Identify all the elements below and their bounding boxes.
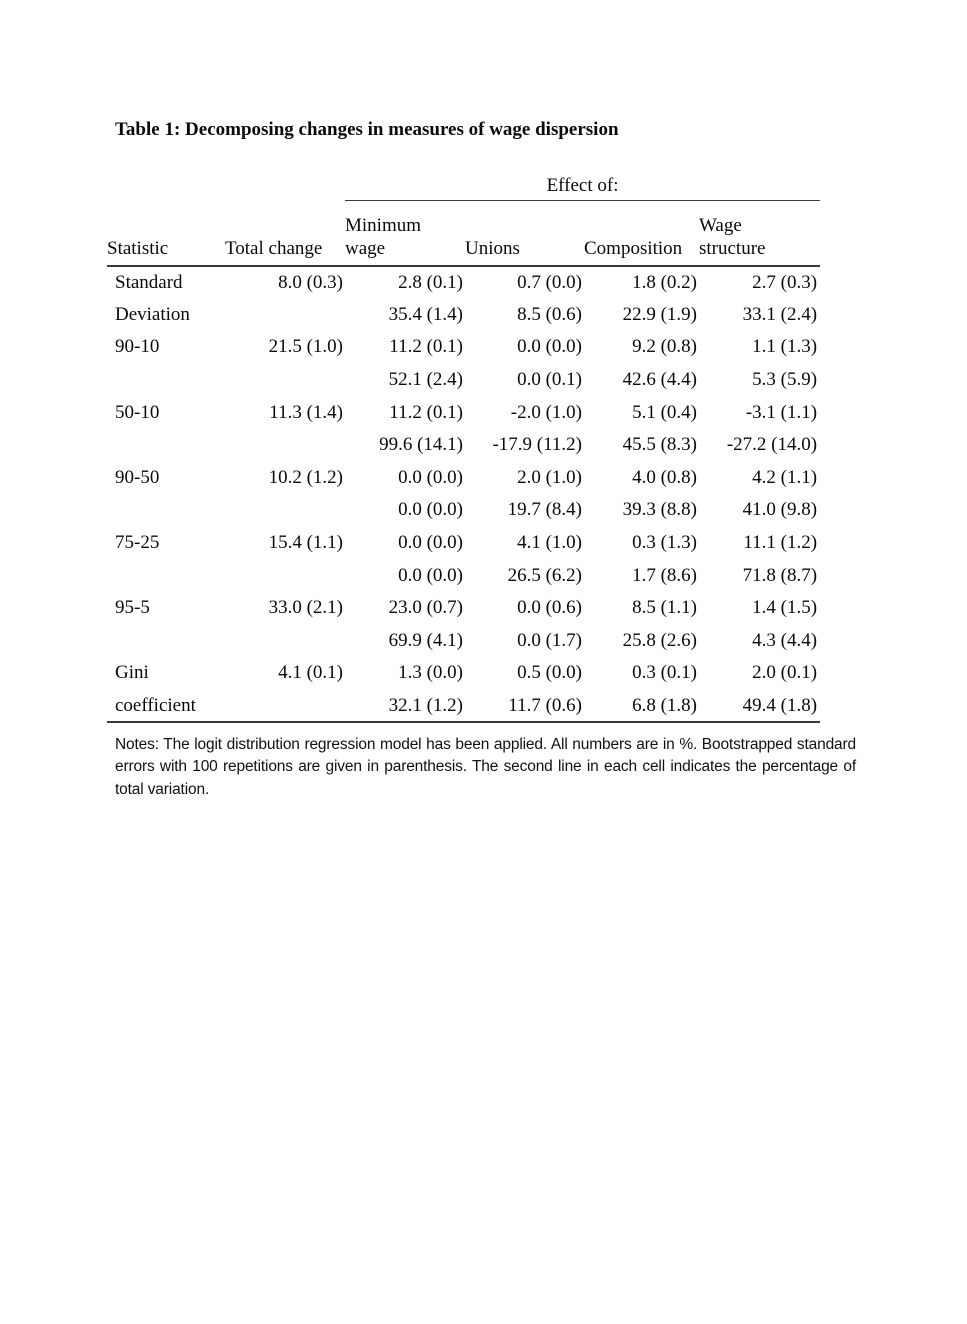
cell-effect-share: -27.2 (14.0)	[726, 434, 818, 456]
cell-effect-share: 33.1 (2.4)	[742, 303, 818, 325]
table-row	[107, 592, 820, 625]
cell-effect-share: 8.5 (0.6)	[517, 303, 582, 325]
cell-effect-level: -3.1 (1.1)	[745, 401, 818, 423]
cell-total-change-empty	[225, 429, 345, 462]
cell-effect-level: 1.3 (0.0)	[398, 662, 463, 684]
cell-effect-level: 11.1 (1.2)	[743, 532, 818, 554]
cell-effect-share: 6.8 (1.8)	[584, 690, 699, 723]
cell-statistic: 95-5	[115, 597, 150, 619]
effect-of-row	[107, 168, 820, 200]
cell-effect-level: 2.0 (0.1)	[752, 662, 818, 684]
cell-effect-share: 0.0 (0.0)	[398, 564, 463, 586]
cell-effect-share: 1.7 (8.6)	[632, 564, 697, 586]
cell-statistic: 90-50	[115, 466, 160, 488]
cell-effect-share: 35.4 (1.4)	[388, 303, 463, 325]
cell-total-change: 11.3 (1.4)	[269, 401, 343, 423]
cell-effect-level: 4.2 (1.1)	[752, 466, 818, 488]
cell-statistic-continued: coefficient	[107, 690, 225, 723]
effect-of-header: Effect of:	[345, 168, 820, 200]
col-header-composition: Composition	[584, 200, 699, 266]
cell-effect-level: 2.7 (0.3)	[752, 271, 818, 293]
table-body	[107, 266, 820, 722]
cell-statistic-continued	[107, 364, 225, 397]
cell-statistic-continued	[107, 494, 225, 527]
table-row	[107, 527, 820, 560]
cell-effect-level: 0.0 (0.0)	[398, 466, 463, 488]
table-row	[107, 494, 820, 527]
cell-effect-level: 0.3 (0.1)	[632, 662, 697, 684]
column-header-row	[107, 200, 820, 266]
cell-effect-share: 39.3 (8.8)	[622, 499, 697, 521]
cell-effect-share: 41.0 (9.8)	[742, 499, 818, 521]
cell-effect-share: -17.9 (11.2)	[492, 434, 582, 456]
cell-effect-level: 23.0 (0.7)	[388, 597, 463, 619]
cell-effect-share: 52.1 (2.4)	[388, 369, 463, 391]
cell-effect-share: 4.3 (4.4)	[752, 629, 818, 651]
table-row	[107, 429, 820, 462]
cell-effect-share: 42.6 (4.4)	[622, 369, 697, 391]
table-row	[107, 625, 820, 658]
cell-total-change: 15.4 (1.1)	[268, 532, 343, 554]
cell-effect-level: 0.3 (1.3)	[632, 532, 697, 554]
wage-dispersion-table	[107, 168, 820, 723]
col-header-minimum-wage-line1: Minimum	[345, 215, 422, 236]
table-row	[107, 396, 820, 429]
cell-statistic-continued: Deviation	[115, 303, 190, 325]
col-header-unions: Unions	[465, 200, 584, 266]
cell-statistic-continued	[107, 625, 225, 658]
col-header-wage-structure-line1: Wage	[699, 215, 742, 236]
cell-effect-level: 5.1 (0.4)	[632, 401, 697, 423]
cell-effect-level: 2.8 (0.1)	[398, 271, 463, 293]
cell-total-change-empty	[225, 625, 345, 658]
cell-effect-level: 0.7 (0.0)	[517, 271, 582, 293]
cell-statistic-continued	[107, 429, 225, 462]
cell-effect-level: 9.2 (0.8)	[632, 336, 697, 358]
cell-effect-level: 11.2 (0.1)	[389, 336, 463, 358]
cell-statistic: Standard	[115, 271, 183, 293]
cell-effect-share: 25.8 (2.6)	[622, 629, 697, 651]
cell-total-change-empty	[225, 559, 345, 592]
cell-total-change: 4.1 (0.1)	[278, 662, 343, 684]
table-row	[107, 462, 820, 495]
cell-effect-level: 0.0 (0.6)	[517, 597, 582, 619]
cell-effect-share: 26.5 (6.2)	[507, 564, 582, 586]
col-header-wage-structure-line2: structure	[699, 238, 766, 259]
cell-effect-share: 5.3 (5.9)	[752, 369, 818, 391]
cell-effect-level: 11.2 (0.1)	[389, 401, 463, 423]
table-title: Table 1: Decomposing changes in measures of wage dispersion	[115, 119, 619, 140]
cell-total-change: 33.0 (2.1)	[268, 597, 343, 619]
cell-effect-share: 69.9 (4.1)	[388, 629, 463, 651]
cell-effect-share: 19.7 (8.4)	[507, 499, 582, 521]
col-header-statistic: Statistic	[107, 200, 225, 266]
cell-total-change: 21.5 (1.0)	[268, 336, 343, 358]
table-row	[107, 331, 820, 364]
col-header-wage-structure	[699, 200, 820, 266]
cell-statistic: Gini	[115, 662, 149, 684]
table-row	[107, 299, 820, 332]
cell-total-change-empty	[225, 690, 345, 723]
cell-effect-share: 0.0 (0.0)	[398, 499, 463, 521]
effect-of-spacer	[107, 168, 345, 200]
cell-effect-share: 0.0 (0.1)	[517, 369, 582, 391]
table-notes: Notes: The logit distribution regression model has been applied. All numbers are in %. Bootstrapped standard errors with 100 repetitions are given in parenthesis. The second line in each cell indicates the percentage of total variation.	[115, 736, 856, 798]
cell-total-change: 8.0 (0.3)	[278, 271, 343, 293]
col-header-minimum-wage-line2: wage	[345, 238, 386, 259]
cell-total-change-empty	[225, 299, 345, 332]
cell-effect-share: 0.0 (1.7)	[517, 629, 582, 651]
cell-effect-level: 0.0 (0.0)	[517, 336, 582, 358]
cell-effect-level: 4.1 (1.0)	[517, 532, 582, 554]
cell-effect-level: 1.4 (1.5)	[752, 597, 818, 619]
cell-effect-share: 32.1 (1.2)	[345, 690, 465, 723]
cell-statistic: 75-25	[115, 532, 160, 554]
cell-effect-share: 45.5 (8.3)	[622, 434, 697, 456]
cell-total-change-empty	[225, 364, 345, 397]
cell-effect-level: 1.1 (1.3)	[752, 336, 818, 358]
cell-effect-level: 0.0 (0.0)	[398, 532, 463, 554]
cell-effect-level: -2.0 (1.0)	[510, 401, 582, 423]
cell-effect-share: 22.9 (1.9)	[622, 303, 697, 325]
cell-effect-level: 4.0 (0.8)	[632, 466, 697, 488]
cell-statistic: 50-10	[115, 401, 160, 423]
cell-effect-level: 0.5 (0.0)	[517, 662, 582, 684]
cell-effect-share: 49.4 (1.8)	[699, 690, 820, 723]
cell-total-change-empty	[225, 494, 345, 527]
cell-effect-share: 11.7 (0.6)	[465, 690, 584, 723]
cell-effect-level: 8.5 (1.1)	[632, 597, 697, 619]
table-row	[107, 657, 820, 690]
col-header-minimum-wage	[345, 200, 465, 266]
cell-effect-share: 99.6 (14.1)	[379, 434, 463, 456]
cell-effect-share: 71.8 (8.7)	[742, 564, 818, 586]
table-row	[107, 364, 820, 397]
cell-effect-level: 1.8 (0.2)	[632, 271, 697, 293]
col-header-total-change: Total change	[225, 200, 345, 266]
cell-statistic-continued	[107, 559, 225, 592]
cell-total-change: 10.2 (1.2)	[268, 466, 343, 488]
cell-effect-level: 2.0 (1.0)	[517, 466, 582, 488]
table-row	[107, 690, 820, 723]
cell-statistic: 90-10	[115, 336, 160, 358]
table-row	[107, 559, 820, 592]
table-row	[107, 266, 820, 299]
